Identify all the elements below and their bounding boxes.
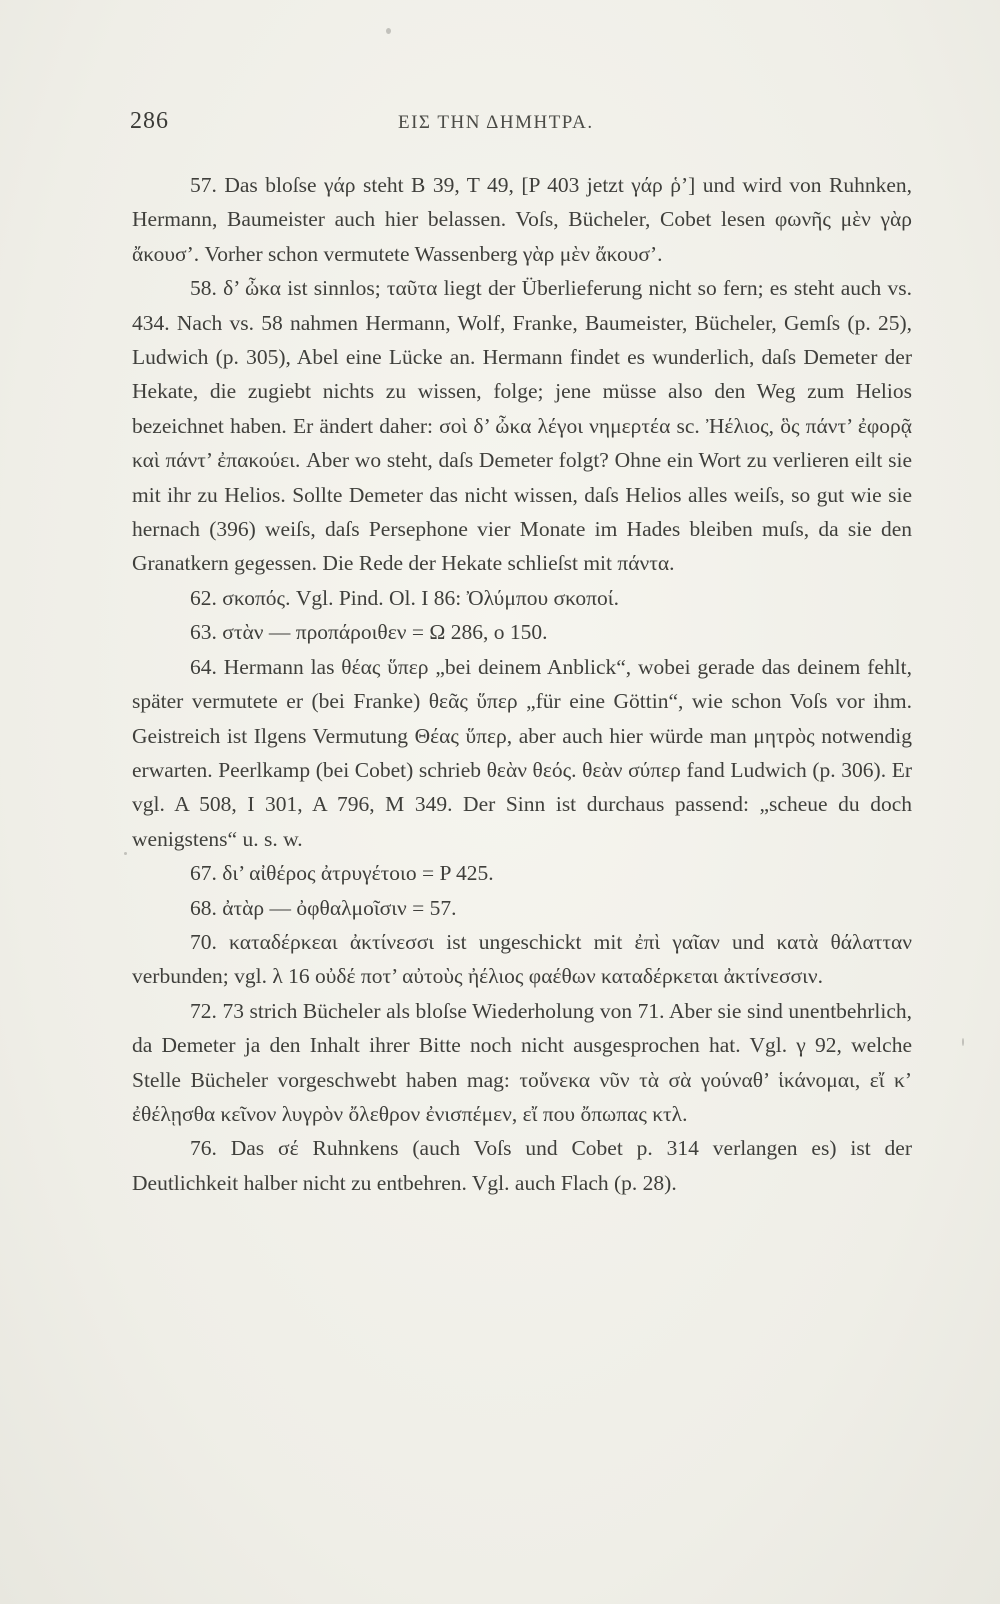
- note-number: 70.: [190, 929, 217, 954]
- note-number: 63.: [190, 620, 217, 645]
- note-number: 62.: [190, 585, 217, 610]
- note-number: 57.: [190, 173, 217, 197]
- note-72: [132, 994, 912, 1132]
- note-text: Das σέ Ruhnkens (auch Voſs und Cobet p. 314 verlangen es) ist der Deutlichkeit halber nicht zu entbehren. Vgl. auch Flach (p. 28).: [132, 1136, 912, 1195]
- note-text: στὰν — προπάροιθεν = Ω 286, ο 150.: [216, 620, 548, 645]
- commentary-body: [132, 168, 912, 1200]
- note-70: [132, 925, 912, 994]
- paper-speck: [386, 28, 391, 34]
- note-number: 72.: [190, 998, 217, 1023]
- note-57: [132, 168, 912, 271]
- note-number: 76.: [190, 1136, 217, 1161]
- note-text: δ’ ὦκα ist sinnlos; ταῦτα liegt der Überlieferung nicht so fern; es steht auch vs. 434. Nach vs. 58 nahmen Hermann, Wolf, Franke, Baumeister, Bücheler, Gemſs (p. 25), Ludwich (p. 305), Abel eine Lücke an. Hermann findet es wunderlich, daſs Demeter der Hekate, die zugiebt nichts zu wissen, folge; jene müsse also den Weg zum Helios bezeichnet haben. Er ändert daher: σοὶ δ’ ὦκα λέγοι νημερτέα sc. Ἠέλιος, ὃς πάντ’ ἐφορᾷ καὶ πάντ’ ἐπακούει. Aber wo steht, daſs Demeter folgt? Ohne ein Wort zu verlieren eilt sie mit ihr zu Helios. Sollte Demeter das nicht wissen, daſs Helios alles weiſs, so gut wie sie hernach (396) weiſs, daſs Persephone vier Monate im Hades bleiben muſs, da sie den Granatkern gegessen. Die Rede der Hekate schlieſst mit πάντα.: [132, 276, 912, 576]
- note-76: [132, 1131, 912, 1200]
- note-64: [132, 650, 912, 856]
- note-number: 64.: [190, 654, 217, 679]
- note-number: 67.: [190, 861, 217, 886]
- note-67: [132, 856, 912, 890]
- note-68: [132, 891, 912, 925]
- note-text: καταδέρκεαι ἀκτίνεσσι ist ungeschickt mit ἐπὶ γαῖαν und κατὰ θάλατταν verbunden; vgl. λ 16 οὐδέ ποτ’ αὐτοὺς ἠέλιος φαέθων καταδέρκεται ἀκτίνεσσιν.: [132, 929, 912, 989]
- note-text: δι’ αἰθέρος ἀτρυγέτοιο = P 425.: [216, 861, 494, 886]
- note-text: Das bloſse γάρ steht B 39, T 49, [P 403 jetzt γάρ ῥ’] und wird von Ruhnken, Hermann, Baumeister auch hier belassen. Voſs, Bücheler, Cobet lesen φωνῆς μὲν γὰρ ἄκουσ’. Vorher schon vermutete Wassenberg γὰρ μὲν ἄκουσ’.: [132, 173, 912, 266]
- paper-speck: [124, 852, 127, 855]
- paper-speck: [962, 1038, 964, 1046]
- note-number: 68.: [190, 895, 217, 920]
- note-text: σκοπός. Vgl. Pind. Ol. I 86: Ὀλύμπου σκοποί.: [216, 585, 619, 610]
- note-text: 73 strich Bücheler als bloſse Wiederholung von 71. Aber sie sind unentbehrlich, da Demeter ja den Inhalt ihrer Bitte noch nicht ausgesprochen hat. Vgl. γ 92, welche Stelle Bücheler vorgeschwebt haben mag: τοὔνεκα νῦν τὰ σὰ γούναθ’ ἱκάνομαι, εἴ κ’ ἐθέλῃσθα κεῖνον λυγρὸν ὄλεθρον ἐνισπέμεν, εἴ που ὄπωπας κτλ.: [132, 998, 912, 1126]
- page-header: [130, 108, 900, 148]
- note-number: 58.: [190, 276, 217, 301]
- page-number: 286: [130, 108, 169, 134]
- running-head: ΕΙΣ ΤΗΝ ΔΗΜΗΤΡΑ.: [398, 112, 594, 133]
- note-58: [132, 271, 912, 581]
- note-63: [132, 615, 912, 649]
- note-62: [132, 581, 912, 615]
- note-text: Hermann las θέας ὕπερ „bei deinem Anblick“, wobei gerade das deinem fehlt, später vermutete er (bei Franke) θεᾶς ὕπερ „für eine Göttin“, wie schon Voſs vor ihm. Geistreich ist Ilgens Vermutung Θέας ὕπερ, aber auch hier würde man μητρὸς notwendig erwarten. Peerlkamp (bei Cobet) schrieb θεὰν θεός. θεὰν σύπερ fand Ludwich (p. 306). Er vgl. A 508, I 301, A 796, M 349. Der Sinn ist durchaus passend: „scheue du doch wenigstens“ u. s. w.: [132, 654, 912, 851]
- note-text: ἀτὰρ — ὀφθαλμοῖσιν = 57.: [216, 895, 457, 920]
